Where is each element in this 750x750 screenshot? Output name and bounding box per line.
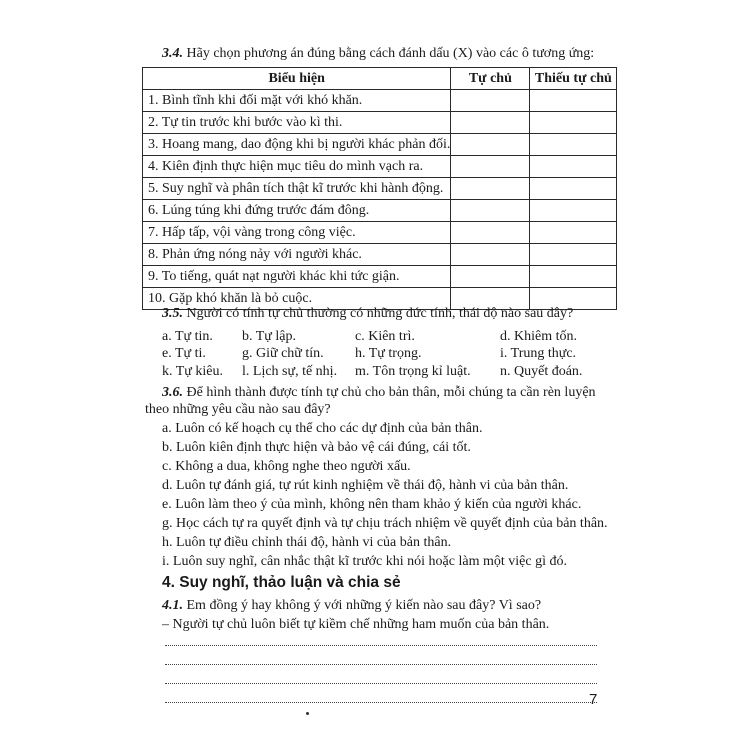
section-heading: 4. Suy nghĩ, thảo luận và chia sẻ <box>162 574 401 591</box>
question-number: 3.6. <box>162 385 183 400</box>
row-text: 6. Lúng túng khi đứng trước đám đông. <box>143 200 451 222</box>
row-text: 5. Suy nghĩ và phân tích thật kĩ trước khi hành động. <box>143 178 451 200</box>
option-k[interactable]: k. Tự kiêu. <box>162 364 223 379</box>
table-header-row <box>143 68 617 90</box>
table-row <box>143 156 617 178</box>
thieu-tu-chu-cell[interactable] <box>530 134 617 156</box>
table-row <box>143 244 617 266</box>
tu-chu-cell[interactable] <box>451 112 530 134</box>
option-b[interactable]: b. Luôn kiên định thực hiện và bảo vệ cái đúng, cái tốt. <box>162 440 471 455</box>
tu-chu-cell[interactable] <box>451 200 530 222</box>
question-3-5 <box>162 306 573 322</box>
row-text: 3. Hoang mang, dao động khi bị người khác phản đối. <box>143 134 451 156</box>
row-text: 10. Gặp khó khăn là bỏ cuộc. <box>143 288 451 310</box>
tu-chu-cell[interactable] <box>451 90 530 112</box>
option-g[interactable]: g. Giữ chữ tín. <box>242 346 324 361</box>
option-l[interactable]: l. Lịch sự, tế nhị. <box>242 364 338 379</box>
option-e[interactable]: e. Tự ti. <box>162 346 206 361</box>
answer-line[interactable] <box>165 702 597 703</box>
question-number: 3.4. <box>162 46 183 61</box>
option-g[interactable]: g. Học cách tự ra quyết định và tự chịu trách nhiệm về quyết định của bản thân. <box>162 516 608 531</box>
tu-chu-cell[interactable] <box>451 134 530 156</box>
question-number: 3.5. <box>162 306 183 321</box>
header-bieu-hien: Biểu hiện <box>143 68 451 90</box>
option-a[interactable]: a. Tự tin. <box>162 329 213 344</box>
table-row <box>143 222 617 244</box>
row-text: 2. Tự tin trước khi bước vào kì thi. <box>143 112 451 134</box>
option-c[interactable]: c. Kiên trì. <box>355 329 415 344</box>
question-text: Em đồng ý hay không ý với những ý kiến nào sau đây? Vì sao? <box>183 598 542 613</box>
option-h[interactable]: h. Luôn tự điều chỉnh thái độ, hành vi của bản thân. <box>162 535 452 550</box>
row-text: 9. To tiếng, quát nạt người khác khi tức giận. <box>143 266 451 288</box>
tu-chu-cell[interactable] <box>451 222 530 244</box>
thieu-tu-chu-cell[interactable] <box>530 90 617 112</box>
option-d[interactable]: d. Khiêm tốn. <box>500 329 577 344</box>
row-text: 8. Phản ứng nóng nảy với người khác. <box>143 244 451 266</box>
option-e[interactable]: e. Luôn làm theo ý của mình, không nên tham khảo ý kiến của người khác. <box>162 497 582 512</box>
row-text: 7. Hấp tấp, vội vàng trong công việc. <box>143 222 451 244</box>
question-text: Người có tính tự chủ thường có những đức tính, thái độ nào sau đây? <box>183 306 574 321</box>
answer-line[interactable] <box>165 645 597 646</box>
thieu-tu-chu-cell[interactable] <box>530 156 617 178</box>
thieu-tu-chu-cell[interactable] <box>530 244 617 266</box>
tu-chu-cell[interactable] <box>451 178 530 200</box>
page-number: 7 <box>589 691 598 708</box>
question-text: Hãy chọn phương án đúng bằng cách đánh dấu (X) vào các ô tương ứng: <box>183 46 595 61</box>
table-row <box>143 134 617 156</box>
header-thieu-tu-chu: Thiếu tự chủ <box>530 68 617 90</box>
tu-chu-cell[interactable] <box>451 156 530 178</box>
option-c[interactable]: c. Không a dua, không nghe theo người xấu. <box>162 459 411 474</box>
table-row <box>143 266 617 288</box>
question-3-4 <box>162 46 594 62</box>
option-n[interactable]: n. Quyết đoán. <box>500 364 583 379</box>
question-number: 4.1. <box>162 598 183 613</box>
question-4-1 <box>162 598 541 614</box>
question-3-6 <box>162 385 596 401</box>
option-d[interactable]: d. Luôn tự đánh giá, tự rút kinh nghiệm về thái độ, hành vi của bản thân. <box>162 478 569 493</box>
option-i[interactable]: i. Trung thực. <box>500 346 577 361</box>
table-row <box>143 112 617 134</box>
option-i[interactable]: i. Luôn suy nghĩ, cân nhắc thật kĩ trước khi nói hoặc làm một việc gì đó. <box>162 554 567 569</box>
table-row <box>143 90 617 112</box>
option-a[interactable]: a. Luôn có kế hoạch cụ thể cho các dự định của bản thân. <box>162 421 483 436</box>
answer-line[interactable] <box>165 664 597 665</box>
row-text: 4. Kiên định thực hiện mục tiêu do mình vạch ra. <box>143 156 451 178</box>
option-m[interactable]: m. Tôn trọng kỉ luật. <box>355 364 471 379</box>
question-text-continued: theo những yêu cầu nào sau đây? <box>145 402 331 417</box>
behavior-table <box>142 67 617 310</box>
answer-line[interactable] <box>165 683 597 684</box>
thieu-tu-chu-cell[interactable] <box>530 222 617 244</box>
option-h[interactable]: h. Tự trọng. <box>355 346 422 361</box>
row-text: 1. Bình tĩnh khi đối mặt với khó khăn. <box>143 90 451 112</box>
thieu-tu-chu-cell[interactable] <box>530 178 617 200</box>
tu-chu-cell[interactable] <box>451 266 530 288</box>
tu-chu-cell[interactable] <box>451 244 530 266</box>
table-row <box>143 178 617 200</box>
option-b[interactable]: b. Tự lập. <box>242 329 296 344</box>
question-text: Để hình thành được tính tự chủ cho bản thân, mỗi chúng ta cần rèn luyện <box>183 385 596 400</box>
thieu-tu-chu-cell[interactable] <box>530 112 617 134</box>
thieu-tu-chu-cell[interactable] <box>530 266 617 288</box>
thieu-tu-chu-cell[interactable] <box>530 200 617 222</box>
opinion-text: – Người tự chủ luôn biết tự kiềm chế những ham muốn của bản thân. <box>162 617 550 632</box>
print-dot <box>306 712 309 715</box>
table-row <box>143 200 617 222</box>
header-tu-chu: Tự chủ <box>451 68 530 90</box>
